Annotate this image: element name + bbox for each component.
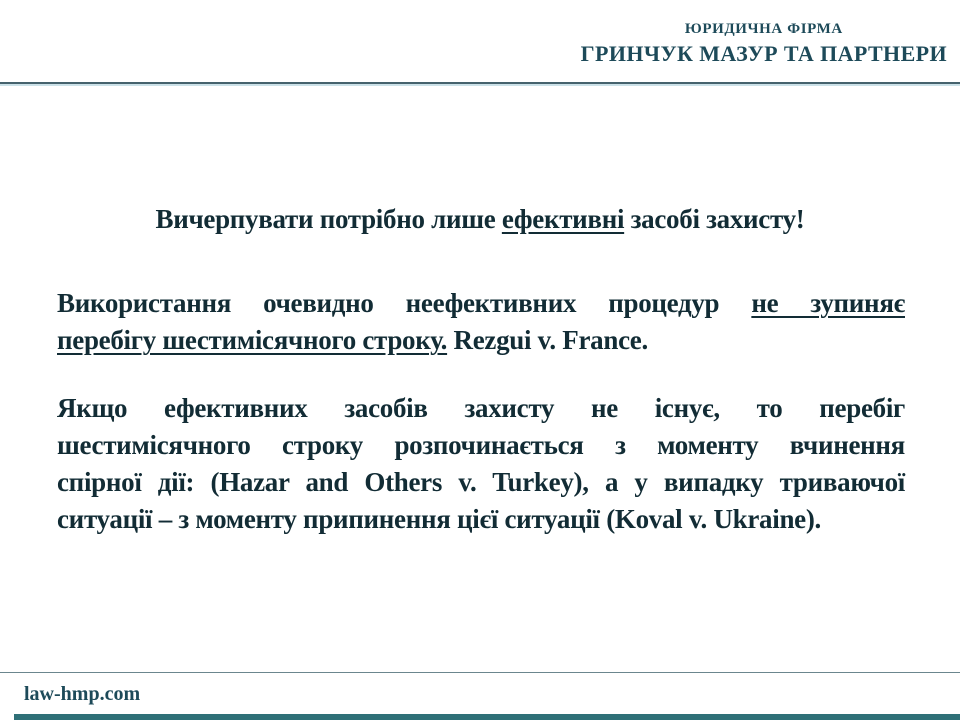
slide-title — [0, 204, 960, 235]
firm-name-label: ГРИНЧУК МАЗУР ТА ПАРТНЕРИ — [580, 41, 947, 66]
paragraph-line: спірної дії: (Hazar and Others v. Turkey), а у випадку триваючої — [57, 467, 905, 497]
paragraph-ineffective-procedures — [57, 285, 905, 359]
bottom-accent-bar — [14, 714, 960, 720]
paragraph-text: Rezgui v. France. — [447, 325, 648, 355]
title-underlined-text: ефективні — [501, 204, 625, 234]
paragraph-underlined-text: не зупиняє — [751, 288, 905, 318]
website-label: law-hmp.com — [24, 683, 141, 705]
paragraph-underlined-text: перебігу шестимісячного строку. — [57, 325, 448, 355]
firm-type-label: ЮРИДИЧНА ФІРМА — [684, 21, 843, 37]
paragraph-line — [57, 285, 905, 322]
paragraph-line: шестимісячного строку розпочинається з моменту вчинення — [57, 430, 905, 460]
footer-divider — [0, 672, 960, 673]
paragraph-line — [57, 322, 905, 359]
paragraph-no-effective-remedies — [57, 390, 905, 538]
paragraph-line: Якщо ефективних засобів захисту не існує, то перебіг — [57, 393, 905, 423]
title-text-start: Вичерпувати потрібно лише — [155, 204, 502, 234]
paragraph-text: Використання очевидно неефективних процедур — [57, 288, 752, 318]
header-divider — [0, 82, 960, 84]
paragraph-line: ситуації – з моменту припинення цієї ситуації (Koval v. Ukraine). — [57, 504, 821, 534]
title-text-end: засобі захисту! — [624, 204, 805, 234]
firm-header — [581, 21, 947, 67]
